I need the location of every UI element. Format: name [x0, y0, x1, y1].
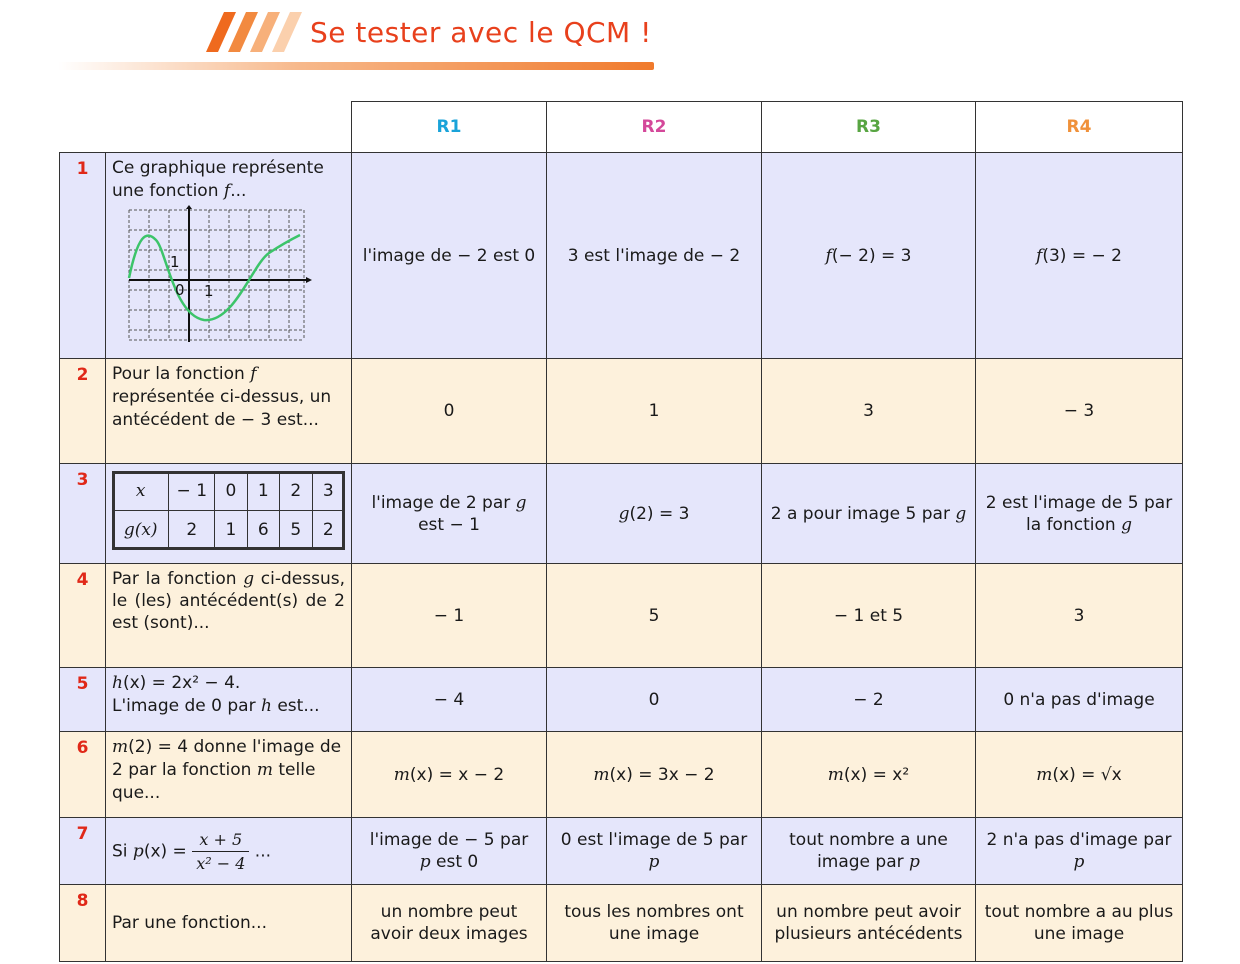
answer-r3[interactable]: 3	[762, 359, 976, 464]
g-value: 5	[280, 511, 312, 550]
decorative-stripes-icon	[192, 10, 302, 54]
answer-r1[interactable]	[352, 818, 547, 885]
table-row	[60, 564, 1183, 668]
g-value: 6	[247, 511, 279, 550]
question-cell	[106, 153, 352, 359]
g-value: 2	[312, 511, 345, 550]
fraction	[192, 828, 249, 875]
answer-text: l'image de − 5 par	[369, 830, 529, 850]
answer-r3[interactable]	[762, 818, 976, 885]
question-number: 3	[60, 464, 106, 564]
answer-r2[interactable]: 1	[547, 359, 762, 464]
question-text: (2) = 4 donne l'image de 2 par la fonction	[112, 737, 342, 780]
answer-text: (x) = x²	[843, 764, 910, 785]
question-text: Ce graphique représente une fonction	[112, 158, 324, 201]
question-number: 1	[60, 153, 106, 359]
question-cell	[106, 818, 352, 885]
question-text: L'image de 0 par	[112, 696, 261, 716]
answer-text: (x) = √x	[1052, 764, 1122, 785]
question-text: ci-dessus, le (les) antécédent(s) de 2 est (sont)...	[112, 569, 345, 633]
answer-variable: m	[593, 764, 610, 785]
answer-variable: p	[648, 852, 660, 872]
question-text: ...	[230, 181, 247, 201]
answer-r2[interactable]	[547, 818, 762, 885]
question-cell	[106, 732, 352, 818]
question-text: est...	[271, 696, 320, 716]
g-header: g(x)	[123, 519, 158, 540]
table-row	[60, 732, 1183, 818]
x-value: 1	[247, 472, 279, 511]
answer-r2[interactable]: 5	[547, 564, 762, 668]
table-row	[60, 153, 1183, 359]
question-text: Pour la fonction	[112, 364, 251, 384]
x-value: 0	[215, 472, 247, 511]
answer-variable: m	[827, 764, 844, 785]
answer-text: est − 1	[418, 514, 480, 535]
page-title: Se tester avec le QCM !	[310, 16, 652, 49]
answer-r3[interactable]	[762, 153, 976, 359]
answer-variable: g	[955, 503, 967, 524]
question-cell	[106, 668, 352, 732]
question-variable: h	[112, 673, 123, 693]
question-cell	[106, 564, 352, 668]
answer-text: tout nombre a une image par	[789, 830, 948, 872]
answer-variable: p	[419, 852, 431, 872]
answer-r1[interactable]: 0	[352, 359, 547, 464]
answer-variable: g	[1121, 514, 1132, 535]
question-text: (x) =	[143, 841, 193, 861]
answer-text: (3) = − 2	[1042, 245, 1122, 266]
question-variable: h	[260, 696, 272, 716]
header	[0, 0, 1240, 80]
answer-text: 2 a pour image 5 par	[770, 503, 956, 524]
question-number: 2	[60, 359, 106, 464]
answer-text: (x) = 3x − 2	[609, 764, 715, 785]
empty-corner	[60, 102, 352, 153]
table-row	[60, 885, 1183, 962]
question-text: représentée ci-dessus, un antécédent de − 3 est...	[112, 387, 332, 430]
question-cell	[106, 359, 352, 464]
answer-r4[interactable]: 0 n'a pas d'image	[976, 668, 1183, 732]
question-text: telle que...	[112, 760, 316, 803]
answer-r1[interactable]: − 1	[352, 564, 547, 668]
column-header-r2: R2	[547, 102, 762, 153]
question-cell: Par une fonction...	[106, 885, 352, 962]
g-value: 1	[215, 511, 247, 550]
answer-r1[interactable]	[352, 464, 547, 564]
answer-text: l'image de 2 par	[371, 492, 516, 513]
answer-r4[interactable]	[976, 818, 1183, 885]
answer-r3[interactable]: − 2	[762, 668, 976, 732]
g-value: 2	[169, 511, 215, 550]
answer-r4[interactable]	[976, 464, 1183, 564]
answer-r2[interactable]	[547, 732, 762, 818]
fraction-numerator: x + 5	[192, 828, 249, 852]
answer-r4[interactable]	[976, 153, 1183, 359]
qcm-table	[59, 101, 1183, 962]
table-row	[60, 668, 1183, 732]
question-variable: g	[243, 569, 255, 589]
answer-text: (2) = 3	[629, 503, 690, 524]
x-value: − 1	[169, 472, 215, 511]
answer-r1[interactable]: − 4	[352, 668, 547, 732]
answer-r4[interactable]: tout nombre a au plus une image	[976, 885, 1183, 962]
answer-text: 2 n'a pas d'image par	[986, 830, 1172, 850]
question-variable: m	[256, 760, 273, 780]
answer-text: 0 est l'image de 5 par	[560, 830, 748, 850]
answer-variable: p	[1073, 852, 1085, 872]
question-variable: m	[112, 737, 129, 757]
x-value: 2	[280, 472, 312, 511]
x-value: 3	[312, 472, 345, 511]
question-text: Par la fonction	[112, 569, 244, 589]
question-variable: f	[250, 364, 257, 384]
answer-r2[interactable]	[547, 464, 762, 564]
answer-variable: f	[1036, 245, 1043, 266]
answer-text: est 0	[430, 852, 479, 872]
answer-r4[interactable]: 3	[976, 564, 1183, 668]
svg-text:1: 1	[170, 253, 180, 271]
answer-r1[interactable]: un nombre peut avoir deux images	[352, 885, 547, 962]
question-cell	[106, 464, 352, 564]
table-row	[60, 818, 1183, 885]
x-header: x	[135, 480, 146, 501]
table-row	[60, 359, 1183, 464]
answer-r1[interactable]	[352, 732, 547, 818]
answer-r4[interactable]: − 3	[976, 359, 1183, 464]
question-number: 7	[60, 818, 106, 885]
answer-variable: m	[393, 764, 410, 785]
answer-r3[interactable]	[762, 732, 976, 818]
table-row	[60, 464, 1183, 564]
answer-r4[interactable]	[976, 732, 1183, 818]
answer-variable: m	[1036, 764, 1053, 785]
values-table	[112, 471, 345, 550]
question-variable: p	[132, 841, 144, 861]
answer-r1[interactable]: l'image de − 2 est 0	[352, 153, 547, 359]
question-variable: f	[223, 181, 231, 201]
answer-text: 2 est l'image de 5 par la fonction	[985, 492, 1173, 535]
question-text: Si	[112, 841, 133, 861]
header-row	[60, 102, 1183, 153]
svg-text:1: 1	[204, 282, 214, 300]
function-graph	[124, 205, 314, 345]
question-number: 6	[60, 732, 106, 818]
column-header-r3: R3	[762, 102, 976, 153]
answer-variable: f	[825, 245, 832, 266]
answer-r3[interactable]: un nombre peut avoir plusieurs antécédents	[762, 885, 976, 962]
answer-r2[interactable]: tous les nombres ont une image	[547, 885, 762, 962]
question-number: 4	[60, 564, 106, 668]
title-underline	[58, 62, 654, 70]
answer-r3[interactable]: − 1 et 5	[762, 564, 976, 668]
column-header-r1: R1	[352, 102, 547, 153]
answer-variable: g	[618, 503, 630, 524]
answer-text: (− 2) = 3	[831, 245, 912, 266]
fraction-denominator: x² − 4	[196, 853, 246, 873]
svg-text:0: 0	[175, 281, 185, 299]
question-text: ...	[249, 841, 272, 861]
answer-text: (x) = x − 2	[409, 764, 505, 785]
question-text: (x) = 2x² − 4.	[122, 673, 241, 693]
answer-variable: p	[909, 852, 920, 872]
answer-r2[interactable]: 0	[547, 668, 762, 732]
answer-variable: g	[515, 492, 527, 513]
question-number: 5	[60, 668, 106, 732]
question-number: 8	[60, 885, 106, 962]
column-header-r4: R4	[976, 102, 1183, 153]
answer-r2[interactable]: 3 est l'image de − 2	[547, 153, 762, 359]
answer-r3[interactable]	[762, 464, 976, 564]
